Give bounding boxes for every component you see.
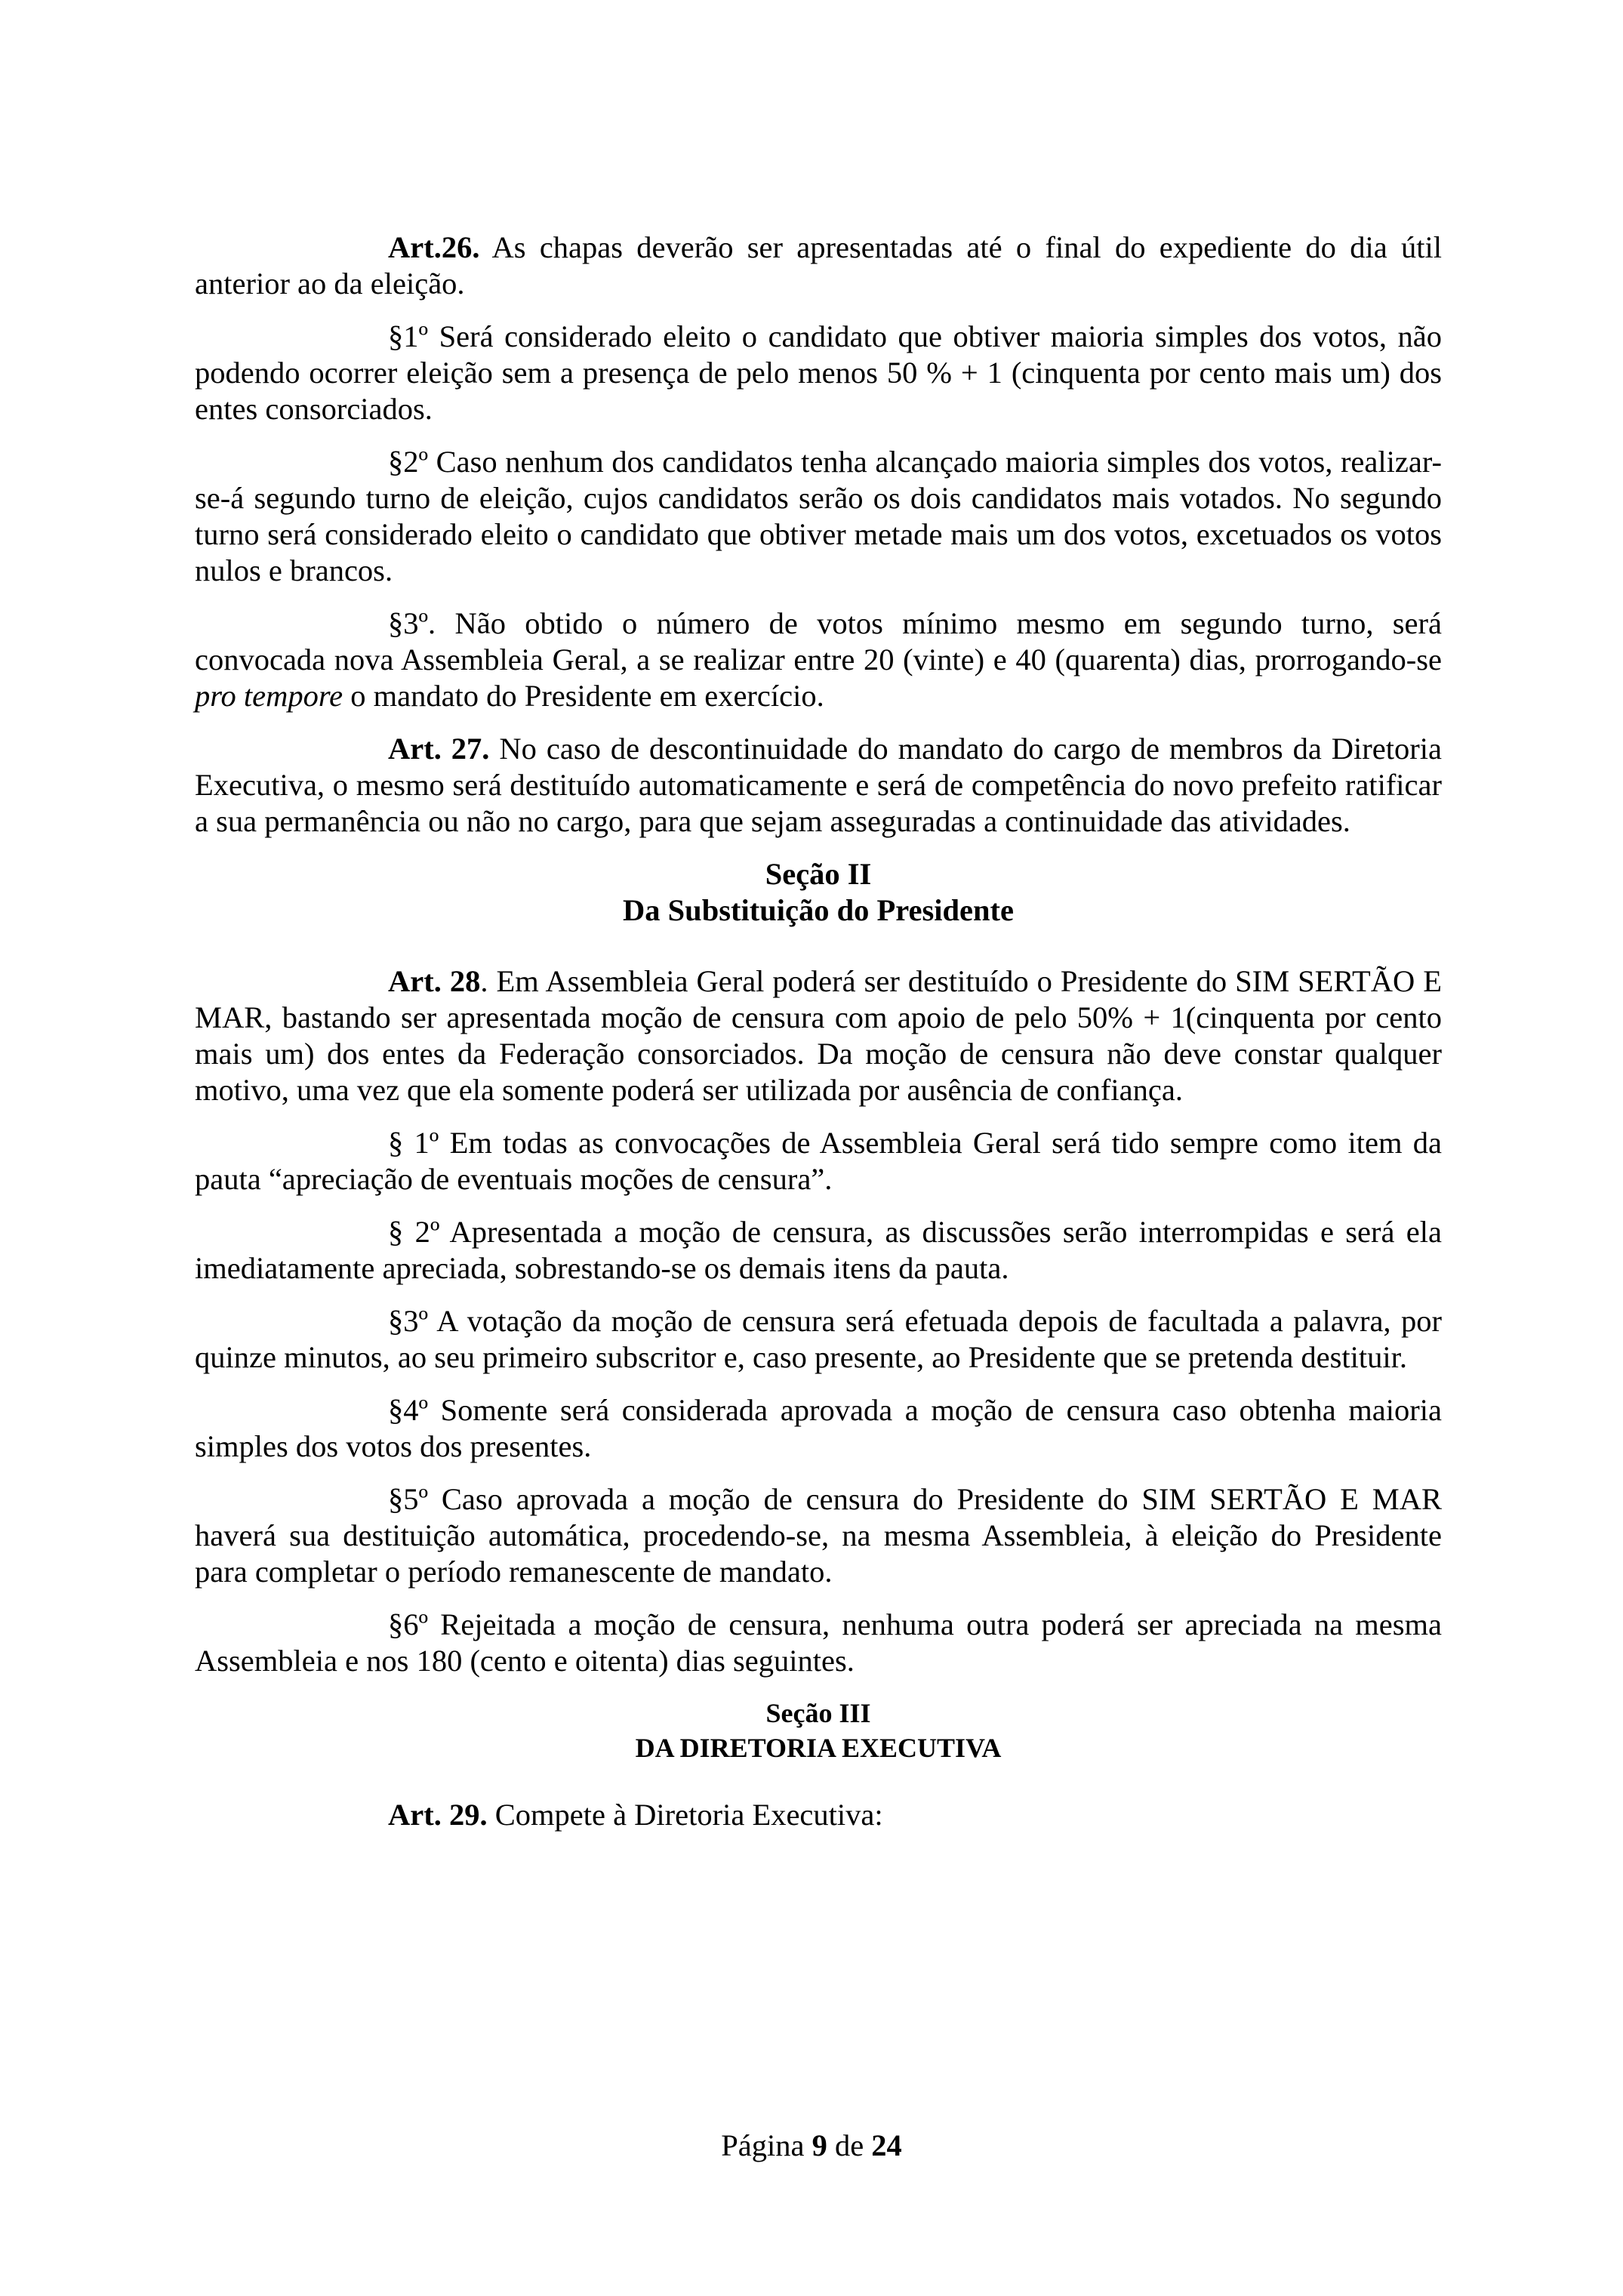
section-title: Seção III bbox=[765, 1698, 871, 1728]
footer-middle: de bbox=[827, 2128, 872, 2162]
article-text: No caso de descontinuidade do mandato do cargo de membros da Diretoria Executiva, o mesmo será destituído automaticamente e será de competência do novo prefeito ratificar a sua permanência ou não no cargo, para que sejam asseguradas a continuidade das atividades. bbox=[195, 732, 1442, 838]
section-title: Seção II bbox=[765, 857, 872, 891]
article-text: Compete à Diretoria Executiva: bbox=[487, 1798, 883, 1832]
footer-prefix: Página bbox=[721, 2128, 812, 2162]
section-subtitle: DA DIRETORIA EXECUTIVA bbox=[635, 1733, 1002, 1763]
paragraph-2: §2º Caso nenhum dos candidatos tenha alcançado maioria simples dos votos, realizar-se-á segundo turno de eleição, cujos candidatos serão os dois candidatos mais votados. No segundo turno será considerado eleito o candidato que obtiver metade mais um dos votos, excetuados os votos nulos e brancos. bbox=[195, 445, 1442, 587]
page-number: 9 bbox=[812, 2128, 827, 2162]
section-subtitle: Da Substituição do Presidente bbox=[623, 893, 1014, 927]
article-text: . Em Assembleia Geral poderá ser destituído o Presidente do SIM SERTÃO E MAR, bastando ser apresentada moção de censura com apoio de pelo 50% + 1(cinquenta por cento mais um) dos entes da Federação consorciados. Da moção de censura não deve constar qualquer motivo, uma vez que ela somente poderá ser utilizada por ausência de confiança. bbox=[195, 964, 1442, 1107]
article-label: Art. 28 bbox=[388, 964, 481, 998]
paragraph-3 bbox=[195, 606, 1442, 714]
paragraph-3: §3º A votação da moção de censura será efetuada depois de facultada a palavra, por quinze minutos, ao seu primeiro subscritor e, caso presente, ao Presidente que se pretenda destituir. bbox=[195, 1304, 1442, 1374]
article-27 bbox=[195, 731, 1442, 840]
article-28 bbox=[195, 963, 1442, 1108]
article-29 bbox=[195, 1797, 1442, 1833]
section-3-heading bbox=[195, 1696, 1442, 1765]
paragraph-6: §6º Rejeitada a moção de censura, nenhuma outra poderá ser apreciada na mesma Assembleia e nos 180 (cento e oitenta) dias seguintes. bbox=[195, 1607, 1442, 1678]
paragraph-1: § 1º Em todas as convocações de Assembleia Geral será tido sempre como item da pauta “apreciação de eventuais moções de censura”. bbox=[195, 1126, 1442, 1196]
latin-term: pro tempore bbox=[195, 679, 343, 713]
paragraph-2: § 2º Apresentada a moção de censura, as discussões serão interrompidas e será ela imediatamente apreciada, sobrestando-se os demais itens da pauta. bbox=[195, 1215, 1442, 1285]
article-label: Art. 29. bbox=[388, 1798, 488, 1832]
page-total: 24 bbox=[871, 2128, 902, 2162]
page-footer bbox=[0, 2128, 1623, 2164]
section-2-heading bbox=[195, 856, 1442, 929]
paragraph-text: §3º. Não obtido o número de votos mínimo mesmo em segundo turno, será convocada nova Assembleia Geral, a se realizar entre 20 (vinte) e 40 (quarenta) dias, prorrogando-se bbox=[195, 606, 1442, 676]
document-page bbox=[195, 230, 1442, 1833]
article-label: Art. 27. bbox=[388, 732, 490, 766]
article-label: Art.26. bbox=[388, 230, 480, 264]
paragraph-4: §4º Somente será considerada aprovada a moção de censura caso obtenha maioria simples dos votos dos presentes. bbox=[195, 1393, 1442, 1463]
paragraph-text: o mandato do Presidente em exercício. bbox=[343, 679, 824, 713]
article-26 bbox=[195, 230, 1442, 302]
article-text: As chapas deverão ser apresentadas até o final do expediente do dia útil anterior ao da eleição. bbox=[195, 230, 1442, 300]
paragraph-1: §1º Será considerado eleito o candidato que obtiver maioria simples dos votos, não podendo ocorrer eleição sem a presença de pelo menos 50 % + 1 (cinquenta por cento mais um) dos entes consorciados. bbox=[195, 319, 1442, 426]
paragraph-5: §5º Caso aprovada a moção de censura do Presidente do SIM SERTÃO E MAR haverá sua destituição automática, procedendo-se, na mesma Assembleia, à eleição do Presidente para completar o período remanescente de mandato. bbox=[195, 1482, 1442, 1589]
